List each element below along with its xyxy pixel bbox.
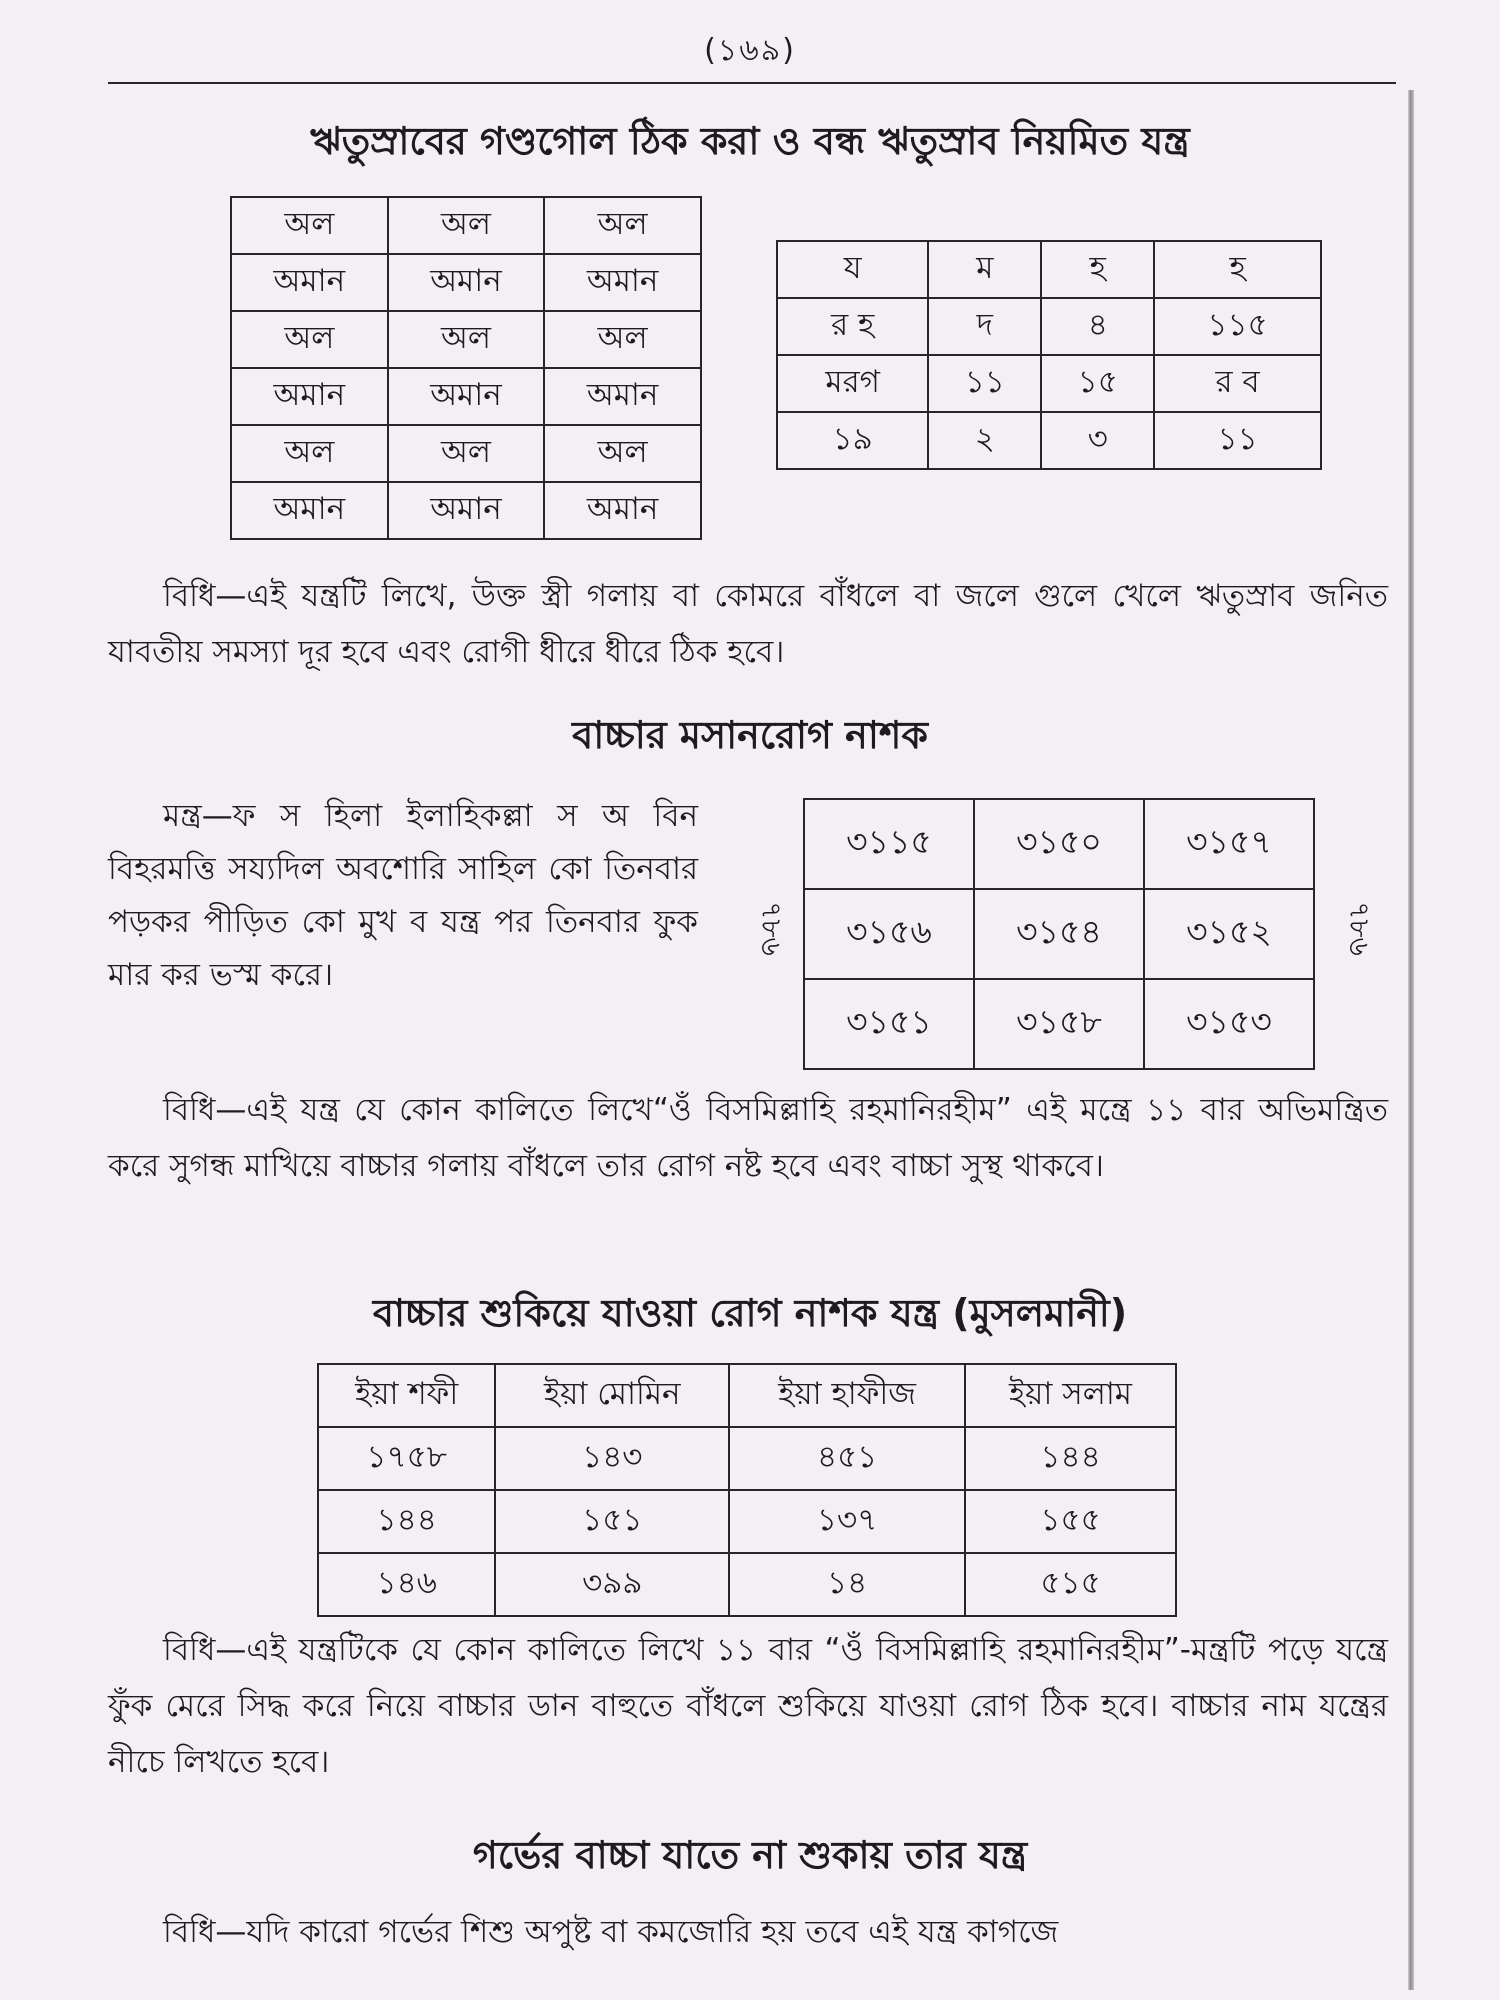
table-row [231, 311, 701, 368]
yantra-cell: দ [928, 298, 1041, 355]
menstrual-yantra-table-right [776, 240, 1322, 470]
side-label-left: ৭৮৬ [754, 901, 788, 956]
yantra-cell: অমান [231, 368, 388, 425]
yantra-cell: ৩১৫১ [804, 979, 974, 1069]
table-row [318, 1364, 1176, 1427]
yantra-cell: ৪৫১ [729, 1427, 965, 1490]
table-row [231, 425, 701, 482]
table-row [231, 254, 701, 311]
yantra-cell: ১১ [1154, 412, 1321, 469]
masan-yantra-table [803, 798, 1315, 1070]
menstrual-yantra-table-left [230, 196, 702, 540]
table-row [318, 1490, 1176, 1553]
yantra-cell: ১৪৪ [318, 1490, 495, 1553]
yantra-cell: মরগ [777, 355, 928, 412]
yantra-cell: অমান [388, 368, 545, 425]
yantra-cell: ১৩৭ [729, 1490, 965, 1553]
yantra-cell: র হ [777, 298, 928, 355]
yantra-cell: ১৪৪ [965, 1427, 1176, 1490]
yantra-cell: হ [1041, 241, 1154, 298]
yantra-cell: ২ [928, 412, 1041, 469]
yantra-cell: ১৯ [777, 412, 928, 469]
yantra-cell: ৩ [1041, 412, 1154, 469]
yantra-cell: অমান [231, 482, 388, 539]
yantra-cell: ইয়া শফী [318, 1364, 495, 1427]
yantra-cell: ৩১১৫ [804, 799, 974, 889]
yantra-cell: ৩১৫৮ [974, 979, 1144, 1069]
yantra-cell: ১৭৫৮ [318, 1427, 495, 1490]
yantra-cell: ৩১৫২ [1144, 889, 1314, 979]
yantra-cell: র ব [1154, 355, 1321, 412]
table-row [777, 412, 1321, 469]
table-row [804, 979, 1314, 1069]
section2-mantra: মন্ত্র—ফ স হিলা ইলাহিকল্লা স অ বিন বিহরমত্তি সয্যদিল অবশোরি সাহিল কো তিনবার পড়কর পীড়িত কো মুখ ব যন্ত্র পর তিনবার ফুক মার কর ভস্ম করে। [108, 798, 698, 993]
side-label-right: ৭৮৬ [1342, 901, 1376, 956]
section1-title: ঋতুস্রাবের গণ্ডগোল ঠিক করা ও বন্ধ ঋতুস্রাব নিয়মিত যন্ত্র [310, 119, 1190, 163]
yantra-cell: অল [388, 197, 545, 254]
section3-instruction: বিধি—এই যন্ত্রটিকে যে কোন কালিতে লিখে ১১ বার “ওঁ বিসমিল্লাহি রহমানিরহীম”-মন্ত্রটি পড়ে যন্ত্রে ফুঁক মেরে সিদ্ধ করে নিয়ে বাচ্চার ডান বাহুতে বাঁধলে শুকিয়ে যাওয়া রোগ ঠিক হবে। বাচ্চার নাম যন্ত্রের নীচে লিখতে হবে। [108, 1632, 1388, 1780]
table-row [231, 482, 701, 539]
yantra-cell: ১৪৩ [495, 1427, 729, 1490]
yantra-cell: হ [1154, 241, 1321, 298]
yantra-cell: অমান [388, 254, 545, 311]
table-row [318, 1553, 1176, 1616]
section4-title: গর্ভের বাচ্চা যাতে না শুকায় তার যন্ত্র [472, 1833, 1028, 1877]
table-row [318, 1427, 1176, 1490]
yantra-cell: ৩৯৯ [495, 1553, 729, 1616]
yantra-cell: অমান [231, 254, 388, 311]
yantra-cell: ৩১৫৬ [804, 889, 974, 979]
yantra-cell: ১১ [928, 355, 1041, 412]
yantra-cell: ইয়া মোমিন [495, 1364, 729, 1427]
yantra-cell: ৩১৫৪ [974, 889, 1144, 979]
section3-title: বাচ্চার শুকিয়ে যাওয়া রোগ নাশক যন্ত্র (মুসলমানী) [372, 1291, 1128, 1335]
section2-instruction: বিধি—এই যন্ত্র যে কোন কালিতে লিখে“ওঁ বিসমিল্লাহি রহমানিরহীম” এই মন্ত্রে ১১ বার অভিমন্ত্রিত করে সুগন্ধ মাখিয়ে বাচ্চার গলায় বাঁধলে তার রোগ নষ্ট হবে এবং বাচ্চা সুস্থ থাকবে। [108, 1092, 1388, 1184]
page-number: (১৬৯) [704, 33, 796, 68]
yantra-cell: ইয়া হাফীজ [729, 1364, 965, 1427]
yantra-cell: ১৪ [729, 1553, 965, 1616]
yantra-cell: ৩১৫০ [974, 799, 1144, 889]
yantra-cell: ১৫১ [495, 1490, 729, 1553]
table-row [804, 799, 1314, 889]
table-row [231, 197, 701, 254]
yantra-cell: অল [231, 197, 388, 254]
yantra-cell: অল [388, 425, 545, 482]
yantra-cell: অমান [544, 368, 701, 425]
yantra-cell: অল [544, 197, 701, 254]
yantra-cell: ১১৫ [1154, 298, 1321, 355]
yantra-cell: অল [388, 311, 545, 368]
yantra-cell: য [777, 241, 928, 298]
section4-instruction: বিধি—যদি কারো গর্ভের শিশু অপুষ্ট বা কমজোরি হয় তবে এই যন্ত্র কাগজে [163, 1914, 1059, 1950]
yantra-cell: অল [544, 425, 701, 482]
yantra-cell: ম [928, 241, 1041, 298]
yantra-cell: অমান [544, 482, 701, 539]
yantra-cell: ইয়া সলাম [965, 1364, 1176, 1427]
yantra-cell: ৩১৫৭ [1144, 799, 1314, 889]
book-spine-shadow [1408, 90, 1414, 1990]
yantra-cell: ৫১৫ [965, 1553, 1176, 1616]
yantra-cell: ৪ [1041, 298, 1154, 355]
header-rule [108, 82, 1396, 84]
table-row [231, 368, 701, 425]
drying-disease-yantra-table [317, 1363, 1177, 1617]
table-row [804, 889, 1314, 979]
yantra-cell: ১৪৬ [318, 1553, 495, 1616]
table-row [777, 241, 1321, 298]
yantra-cell: ১৫৫ [965, 1490, 1176, 1553]
yantra-cell: ৩১৫৩ [1144, 979, 1314, 1069]
section1-instruction: বিধি—এই যন্ত্রটি লিখে, উক্ত স্ত্রী গলায় বা কোমরে বাঁধলে বা জলে গুলে খেলে ঋতুস্রাব জনিত যাবতীয় সমস্যা দূর হবে এবং রোগী ধীরে ধীরে ঠিক হবে। [108, 578, 1388, 670]
yantra-cell: অমান [388, 482, 545, 539]
yantra-cell: ১৫ [1041, 355, 1154, 412]
yantra-cell: অমান [544, 254, 701, 311]
yantra-cell: অল [231, 311, 388, 368]
yantra-cell: অল [544, 311, 701, 368]
section2-title: বাচ্চার মসানরোগ নাশক [572, 713, 928, 757]
yantra-cell: অল [231, 425, 388, 482]
table-row [777, 355, 1321, 412]
table-row [777, 298, 1321, 355]
